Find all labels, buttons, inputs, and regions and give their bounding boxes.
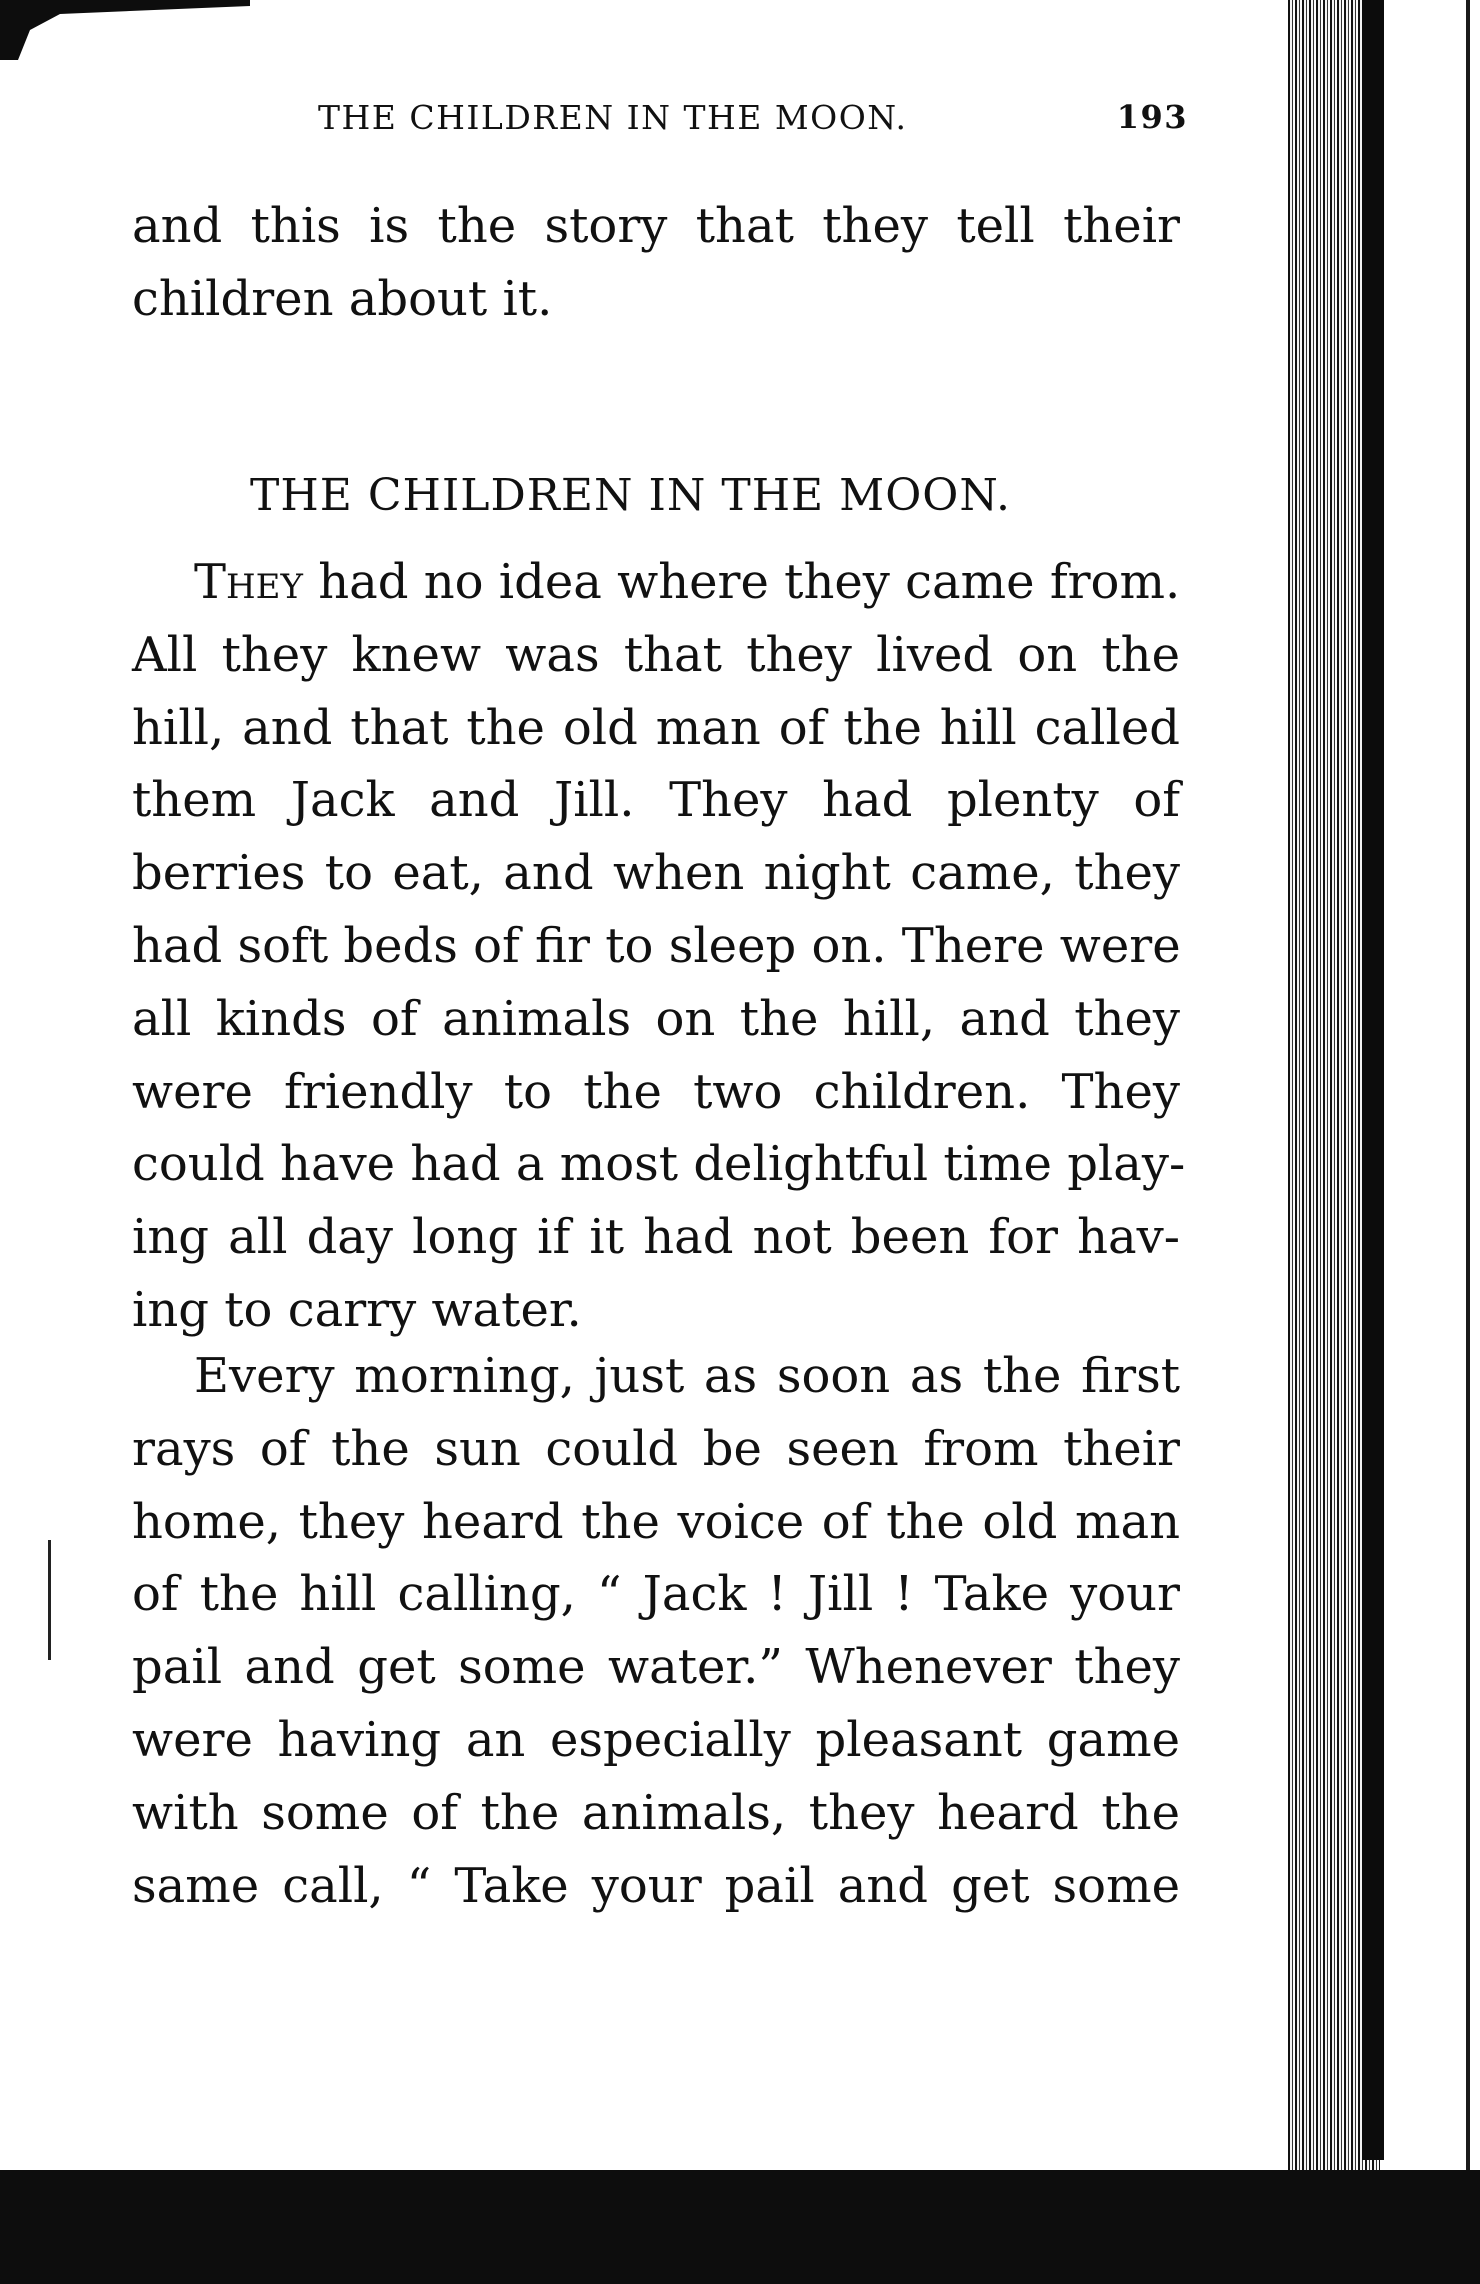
text-line: same call, “ Take your pail and get some xyxy=(132,1857,1180,1914)
text-line: all kinds of animals on the hill, and they xyxy=(132,990,1180,1047)
text-line: All they knew was that they lived on the xyxy=(132,626,1180,683)
text-line: Every morning, just as soon as the first xyxy=(194,1348,1180,1404)
text-line: and this is the story that they tell their xyxy=(132,198,1180,254)
paragraph-every-morning xyxy=(132,1340,1180,1922)
text-line: them Jack and Jill. They had plenty of xyxy=(132,772,1180,829)
text-line: ing all day long if it had not been for hav- xyxy=(132,1209,1180,1266)
paragraph-opening xyxy=(132,546,1186,1347)
lead-word: They xyxy=(194,554,303,610)
text-line-rest: had no idea where they came from. xyxy=(318,554,1181,610)
running-head xyxy=(318,98,1188,148)
text-line: ing to carry water. xyxy=(132,1281,582,1338)
text-line: children about it. xyxy=(132,270,553,327)
text-line: hill, and that the old man of the hill called xyxy=(132,699,1180,756)
text-line xyxy=(132,546,1180,619)
text-line: were friendly to the two children. They xyxy=(132,1063,1180,1120)
margin-mark xyxy=(48,1540,51,1660)
text-line: with some of the animals, they heard the xyxy=(132,1784,1180,1841)
scan-corner-shadow xyxy=(0,0,250,60)
page-number: 193 xyxy=(1116,98,1188,136)
bottom-scan-border xyxy=(0,2170,1480,2284)
right-border-line xyxy=(1466,0,1470,2284)
text-line: could have had a most delightful time play- xyxy=(132,1136,1186,1193)
text-line: had soft beds of fir to sleep on. There were xyxy=(132,917,1181,974)
book-spine-shadow xyxy=(1362,0,1384,2160)
text-line: home, they heard the voice of the old man xyxy=(132,1493,1180,1550)
text-line: rays of the sun could be seen from their xyxy=(132,1420,1180,1477)
text-line: were having an especially pleasant game xyxy=(132,1711,1180,1768)
running-title: THE CHILDREN IN THE MOON. xyxy=(318,98,908,137)
paragraph-continued xyxy=(132,190,1180,336)
section-heading: THE CHILDREN IN THE MOON. xyxy=(250,470,1012,521)
text-line: pail and get some water.” Whenever they xyxy=(132,1639,1180,1696)
text-line: of the hill calling, “ Jack ! Jill ! Take your xyxy=(132,1566,1180,1623)
text-line: berries to eat, and when night came, they xyxy=(132,845,1180,902)
